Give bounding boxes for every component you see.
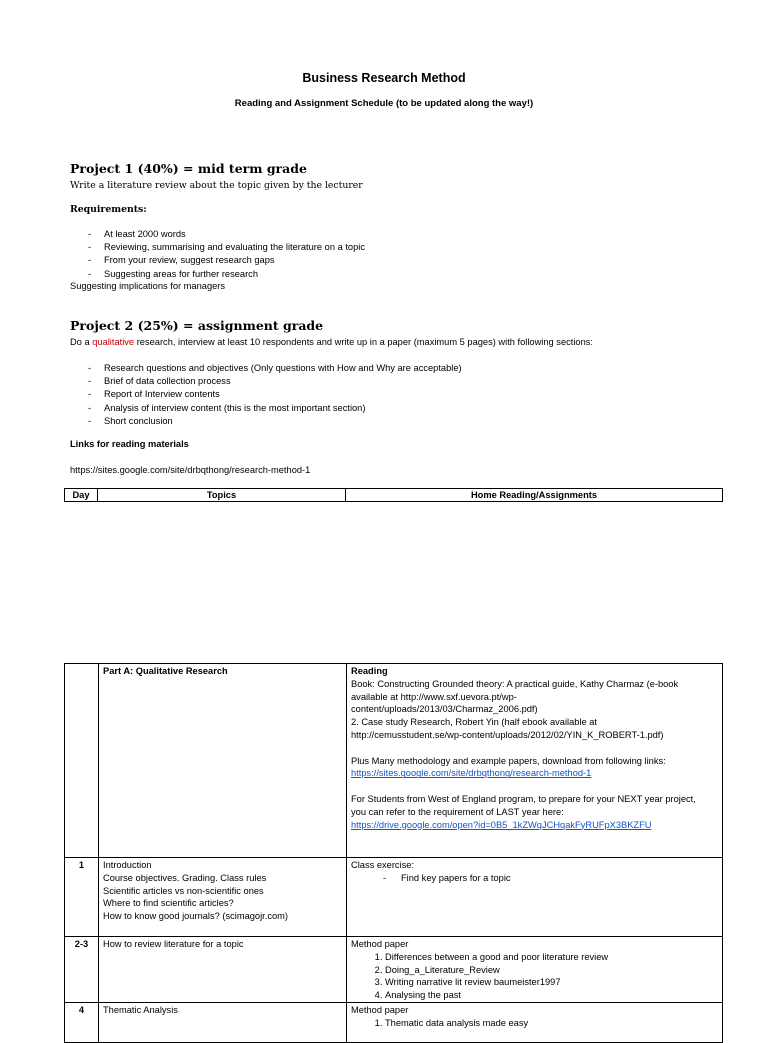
table-row — [65, 858, 723, 937]
home-reading-cell: Method paper 1. Thematic data analysis made easy — [347, 1003, 723, 1043]
list-item: - Analysis of interview content (this is the most important section) — [88, 402, 462, 415]
topic-cell: Introduction Course objectives. Grading. Class rules Scientific articles vs non-scientific ones Where to find scientific articles? How to know good journals? (scimagojr.com) — [99, 858, 347, 937]
project2-heading: Project 2 (25%) = assignment grade — [70, 318, 324, 333]
list-item: - From your review, suggest research gaps — [88, 254, 365, 267]
table-row — [65, 937, 723, 1003]
qualitative-highlight: qualitative — [92, 337, 135, 347]
west-england-requirement-link[interactable]: https://drive.google.com/open?id=0B5_1kZWqJCHqakFyRUFpX3BKZFU — [351, 819, 652, 830]
requirements-label: Requirements: — [70, 204, 147, 215]
list-item: - Find key papers for a topic — [383, 872, 718, 885]
list-item: 1. Thematic data analysis made easy — [385, 1017, 718, 1030]
list-item: - Short conclusion — [88, 415, 462, 428]
list-item: 2. Doing_a_Literature_Review — [385, 964, 718, 977]
list-item: 1. Differences between a good and poor literature review — [385, 951, 718, 964]
list-item: 4. Analysing the past — [385, 989, 718, 1002]
list-item: - Report of Interview contents — [88, 388, 462, 401]
project2-description: Do a qualitative research, interview at least 10 respondents and write up in a paper (maximum 5 pages) with following sections: — [70, 337, 593, 347]
schedule-table — [64, 663, 723, 1043]
home-reading-cell: Reading Book: Constructing Grounded theory: A practical guide, Kathy Charmaz (e-book available at http://www.sxf.uevora.pt/wp- content/uploads/2013/03/Charmaz_2006.pdf) 2. Case study Research, Robert Yin (half ebook available at http://cemusstudent.se/wp-content/uploads/2012/02/YIN_K_ROBERT-1.pdf) Plus Many methodology and example papers, download from following links: https://sites.google.com/site/drbqthong/research-method-1 For Students from West of England program, to prepare for your NEXT year project, you can refer to the requirement of LAST year here: https://drive.google.com/open?id=0B5_1kZWqJCHqakFyRUFpX3BKZFU — [347, 664, 723, 858]
project1-description: Write a literature review about the topic given by the lecturer — [70, 180, 363, 191]
day-cell: 1 — [65, 858, 99, 937]
document-title: Business Research Method — [302, 71, 466, 85]
topic-cell: Part A: Qualitative Research — [99, 664, 347, 858]
reading-label: Reading — [351, 666, 388, 676]
topics-column-header: Topics — [98, 489, 346, 502]
project1-requirements-list — [88, 228, 365, 281]
day-cell: 4 — [65, 1003, 99, 1043]
table-row — [65, 664, 723, 858]
reading-materials-url[interactable]: https://sites.google.com/site/drbqthong/research-method-1 — [70, 465, 311, 475]
table-row — [65, 1003, 723, 1043]
project2-sections-list — [88, 362, 462, 428]
day-cell: 2-3 — [65, 937, 99, 1003]
project1-extra-requirement: Suggesting implications for managers — [70, 281, 226, 291]
list-item: - Research questions and objectives (Only questions with How and Why are acceptable) — [88, 362, 462, 375]
list-item: - Suggesting areas for further research — [88, 268, 365, 281]
schedule-header-table — [64, 488, 723, 502]
list-item: - At least 2000 words — [88, 228, 365, 241]
list-item: - Reviewing, summarising and evaluating the literature on a topic — [88, 241, 365, 254]
document-subtitle: Reading and Assignment Schedule (to be updated along the way!) — [234, 98, 534, 109]
project1-heading: Project 1 (40%) = mid term grade — [70, 161, 307, 176]
home-reading-cell: Class exercise: - Find key papers for a topic — [347, 858, 723, 937]
list-item: - Brief of data collection process — [88, 375, 462, 388]
day-cell — [65, 664, 99, 858]
list-item: 3. Writing narrative lit review baumeister1997 — [385, 976, 718, 989]
home-reading-column-header: Home Reading/Assignments — [346, 489, 723, 502]
topic-cell: How to review literature for a topic — [99, 937, 347, 1003]
methodology-link[interactable]: https://sites.google.com/site/drbqthong/research-method-1 — [351, 768, 592, 779]
home-reading-cell: Method paper 1. Differences between a good and poor literature review 2. Doing_a_Literature_Review 3. Writing narrative lit review baumeister1997 4. Analysing the past — [347, 937, 723, 1003]
links-heading: Links for reading materials — [70, 439, 189, 449]
day-column-header: Day — [65, 489, 98, 502]
topic-cell: Thematic Analysis — [99, 1003, 347, 1043]
